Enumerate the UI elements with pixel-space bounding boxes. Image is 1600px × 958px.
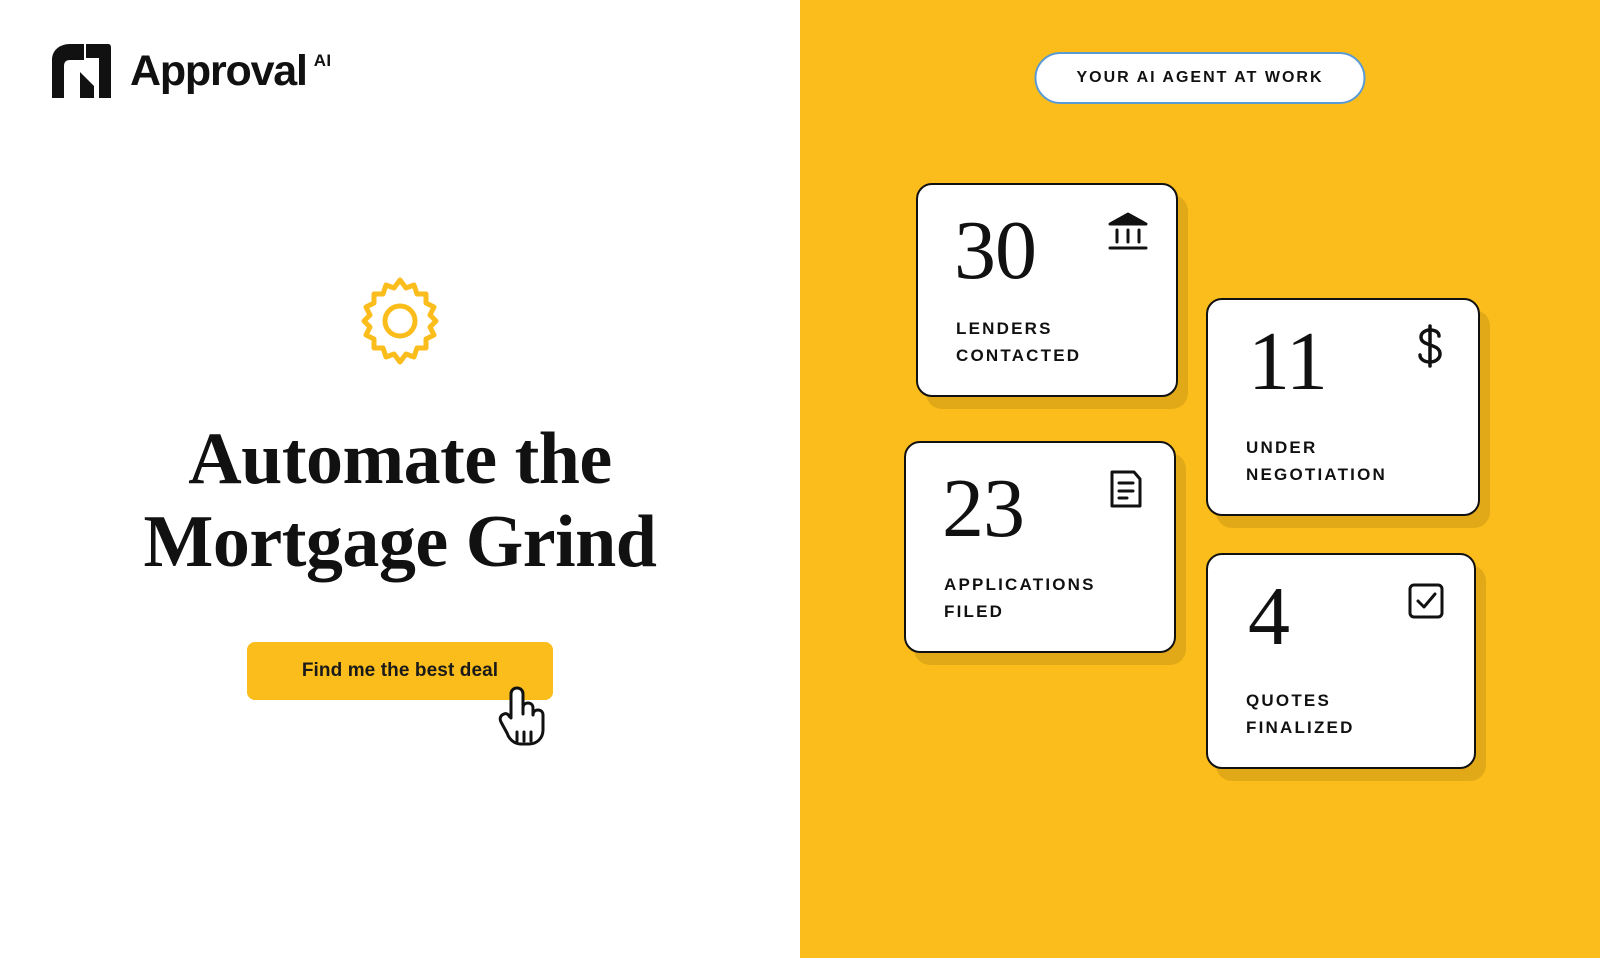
brand-wordmark xyxy=(130,46,332,95)
gear-icon xyxy=(352,272,448,368)
stat-label xyxy=(1246,687,1355,741)
stat-label-line-2: FINALIZED xyxy=(1246,717,1355,737)
brand-logo[interactable] xyxy=(50,42,331,100)
stat-label-line-1: LENDERS xyxy=(956,318,1053,338)
stat-label-line-2: CONTACTED xyxy=(956,345,1082,365)
stat-value: 4 xyxy=(1248,570,1289,663)
right-panel xyxy=(800,0,1600,958)
stat-label xyxy=(1246,434,1387,488)
bank-icon xyxy=(1106,209,1150,253)
hero-section xyxy=(0,272,800,700)
stat-label-line-1: QUOTES xyxy=(1246,690,1331,710)
find-best-deal-button[interactable]: Find me the best deal xyxy=(247,642,553,700)
stat-label xyxy=(956,315,1081,369)
dollar-icon xyxy=(1408,324,1452,368)
stat-label-line-1: UNDER xyxy=(1246,437,1318,457)
checkbox-icon xyxy=(1404,579,1448,623)
document-icon xyxy=(1104,467,1148,511)
status-badge: YOUR AI AGENT AT WORK xyxy=(1034,52,1365,104)
stat-value: 23 xyxy=(942,462,1024,555)
stat-card-negotiation xyxy=(1206,298,1480,516)
approval-logo-mark-icon xyxy=(50,42,112,100)
cta-container xyxy=(247,642,553,700)
stat-value: 11 xyxy=(1248,315,1327,408)
hero-title-line-1: Automate the xyxy=(188,418,612,500)
hero-title-line-2: Mortgage Grind xyxy=(143,500,657,583)
stat-card-applications xyxy=(904,441,1176,653)
page-title xyxy=(144,418,657,584)
brand-name: Approval xyxy=(130,46,307,95)
stat-label-line-2: NEGOTIATION xyxy=(1246,464,1387,484)
stat-value: 30 xyxy=(954,204,1036,297)
stat-card-quotes xyxy=(1206,553,1476,769)
brand-superscript: AI xyxy=(313,50,332,70)
stat-label xyxy=(944,571,1096,625)
stat-card-lenders xyxy=(916,183,1178,397)
stat-label-line-2: FILED xyxy=(944,601,1005,621)
stat-label-line-1: APPLICATIONS xyxy=(944,574,1096,594)
